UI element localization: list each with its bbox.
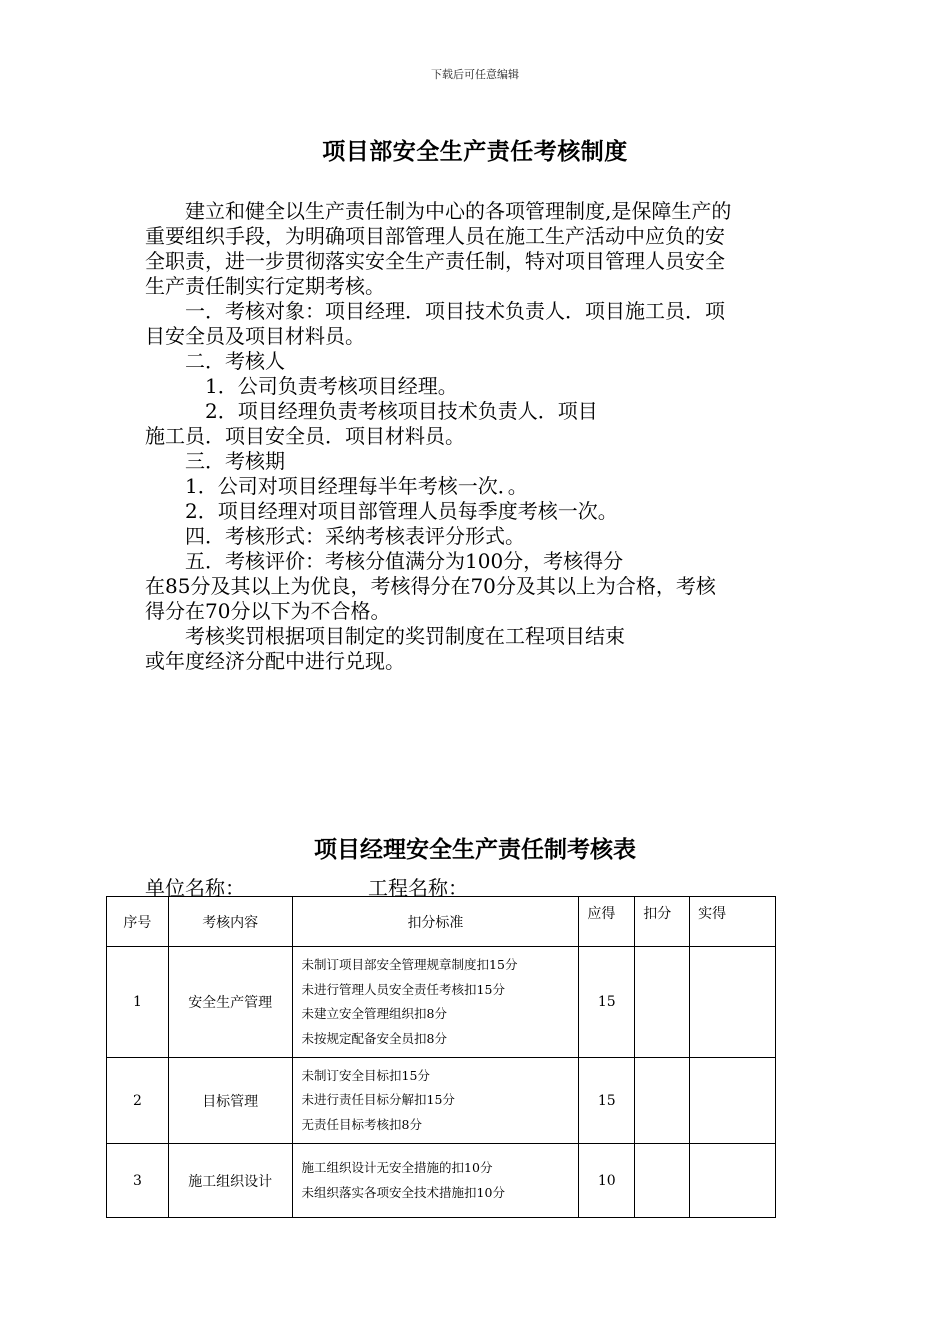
body-line: 或年度经济分配中进行兑现。 xyxy=(145,649,405,673)
criteria-line: 未进行责任目标分解扣15分 xyxy=(301,1092,455,1108)
row-deduct-cell[interactable] xyxy=(635,1144,690,1218)
header-deduct: 扣分 xyxy=(635,897,690,947)
document-title: 项目部安全生产责任考核制度 xyxy=(322,139,628,165)
project-name-label: 工程名称： xyxy=(368,876,468,900)
header-no: 序号 xyxy=(107,897,169,947)
row-content: 安全生产管理 xyxy=(168,947,292,1058)
body-line: 建立和健全以生产责任制为中心的各项管理制度,是保障生产的 xyxy=(145,199,732,223)
header-content: 考核内容 xyxy=(168,897,292,947)
criteria-line: 未按规定配备安全员扣8分 xyxy=(301,1030,447,1046)
table-title: 项目经理安全生产责任制考核表 xyxy=(314,837,636,863)
row-actual-cell[interactable] xyxy=(690,1144,776,1218)
table-header-row xyxy=(107,897,776,947)
row-actual-cell[interactable] xyxy=(690,1058,776,1144)
row-score: 15 xyxy=(579,947,635,1058)
unit-name-label: 单位名称： xyxy=(145,876,245,900)
table-row xyxy=(107,1144,776,1218)
row-no: 1 xyxy=(107,947,169,1058)
row-criteria xyxy=(292,1058,579,1144)
body-line: 考核奖罚根据项目制定的奖罚制度在工程项目结束 xyxy=(145,624,625,648)
row-score: 10 xyxy=(579,1144,635,1218)
body-line: 二．考核人 xyxy=(145,349,285,373)
body-line: 重要组织手段，为明确项目部管理人员在施工生产活动中应负的安 xyxy=(145,224,725,248)
table-row xyxy=(107,947,776,1058)
body-line: 得分在70分以下为不合格。 xyxy=(145,599,391,623)
row-deduct-cell[interactable] xyxy=(635,947,690,1058)
header-note: 下载后可任意编辑 xyxy=(431,68,519,81)
row-actual-cell[interactable] xyxy=(690,947,776,1058)
body-line: 三．考核期 xyxy=(145,449,285,473)
criteria-line: 施工组织设计无安全措施的扣10分 xyxy=(301,1160,493,1175)
header-score: 应得 xyxy=(579,897,635,947)
criteria-line: 未进行管理人员安全责任考核扣15分 xyxy=(301,981,505,997)
row-content: 施工组织设计 xyxy=(168,1144,292,1218)
row-criteria xyxy=(292,1144,579,1218)
body-line: 2．项目经理负责考核项目技术负责人．项目 xyxy=(145,399,598,423)
body-line: 2．项目经理对项目部管理人员每季度考核一次。 xyxy=(145,499,618,523)
body-line: 五．考核评价：考核分值满分为100分，考核得分 xyxy=(145,549,624,573)
table-row xyxy=(107,1058,776,1144)
body-line: 施工员．项目安全员．项目材料员。 xyxy=(145,424,465,448)
row-score: 15 xyxy=(579,1058,635,1144)
criteria-line: 未建立安全管理组织扣8分 xyxy=(301,1006,447,1021)
unit-project-line xyxy=(145,872,578,900)
body-line: 目安全员及项目材料员。 xyxy=(145,324,365,348)
body-line: 在85分及其以上为优良，考核得分在70分及其以上为合格，考核 xyxy=(145,574,716,598)
row-no: 2 xyxy=(107,1058,169,1144)
row-deduct-cell[interactable] xyxy=(635,1058,690,1144)
criteria-line: 无责任目标考核扣8分 xyxy=(301,1116,422,1132)
body-line: 1．公司负责考核项目经理。 xyxy=(145,374,458,398)
row-no: 3 xyxy=(107,1144,169,1218)
body-line: 1．公司对项目经理每半年考核一次．。 xyxy=(145,474,528,498)
body-line: 一．考核对象：项目经理．项目技术负责人．项目施工员．项 xyxy=(145,299,725,323)
criteria-line: 未制订安全目标扣15分 xyxy=(301,1067,430,1083)
body-line: 全职责，进一步贯彻落实安全生产责任制，特对项目管理人员安全 xyxy=(145,249,725,273)
criteria-line: 未制订项目部安全管理规章制度扣15分 xyxy=(301,957,518,972)
row-content: 目标管理 xyxy=(168,1058,292,1144)
body-line: 生产责任制实行定期考核。 xyxy=(145,274,385,298)
body-line: 四．考核形式：采纳考核表评分形式。 xyxy=(145,524,525,548)
assessment-table xyxy=(106,896,776,1218)
header-criteria: 扣分标准 xyxy=(292,897,579,947)
criteria-line: 未组织落实各项安全技术措施扣10分 xyxy=(301,1184,505,1200)
header-actual: 实得 xyxy=(690,897,776,947)
row-criteria xyxy=(292,947,579,1058)
